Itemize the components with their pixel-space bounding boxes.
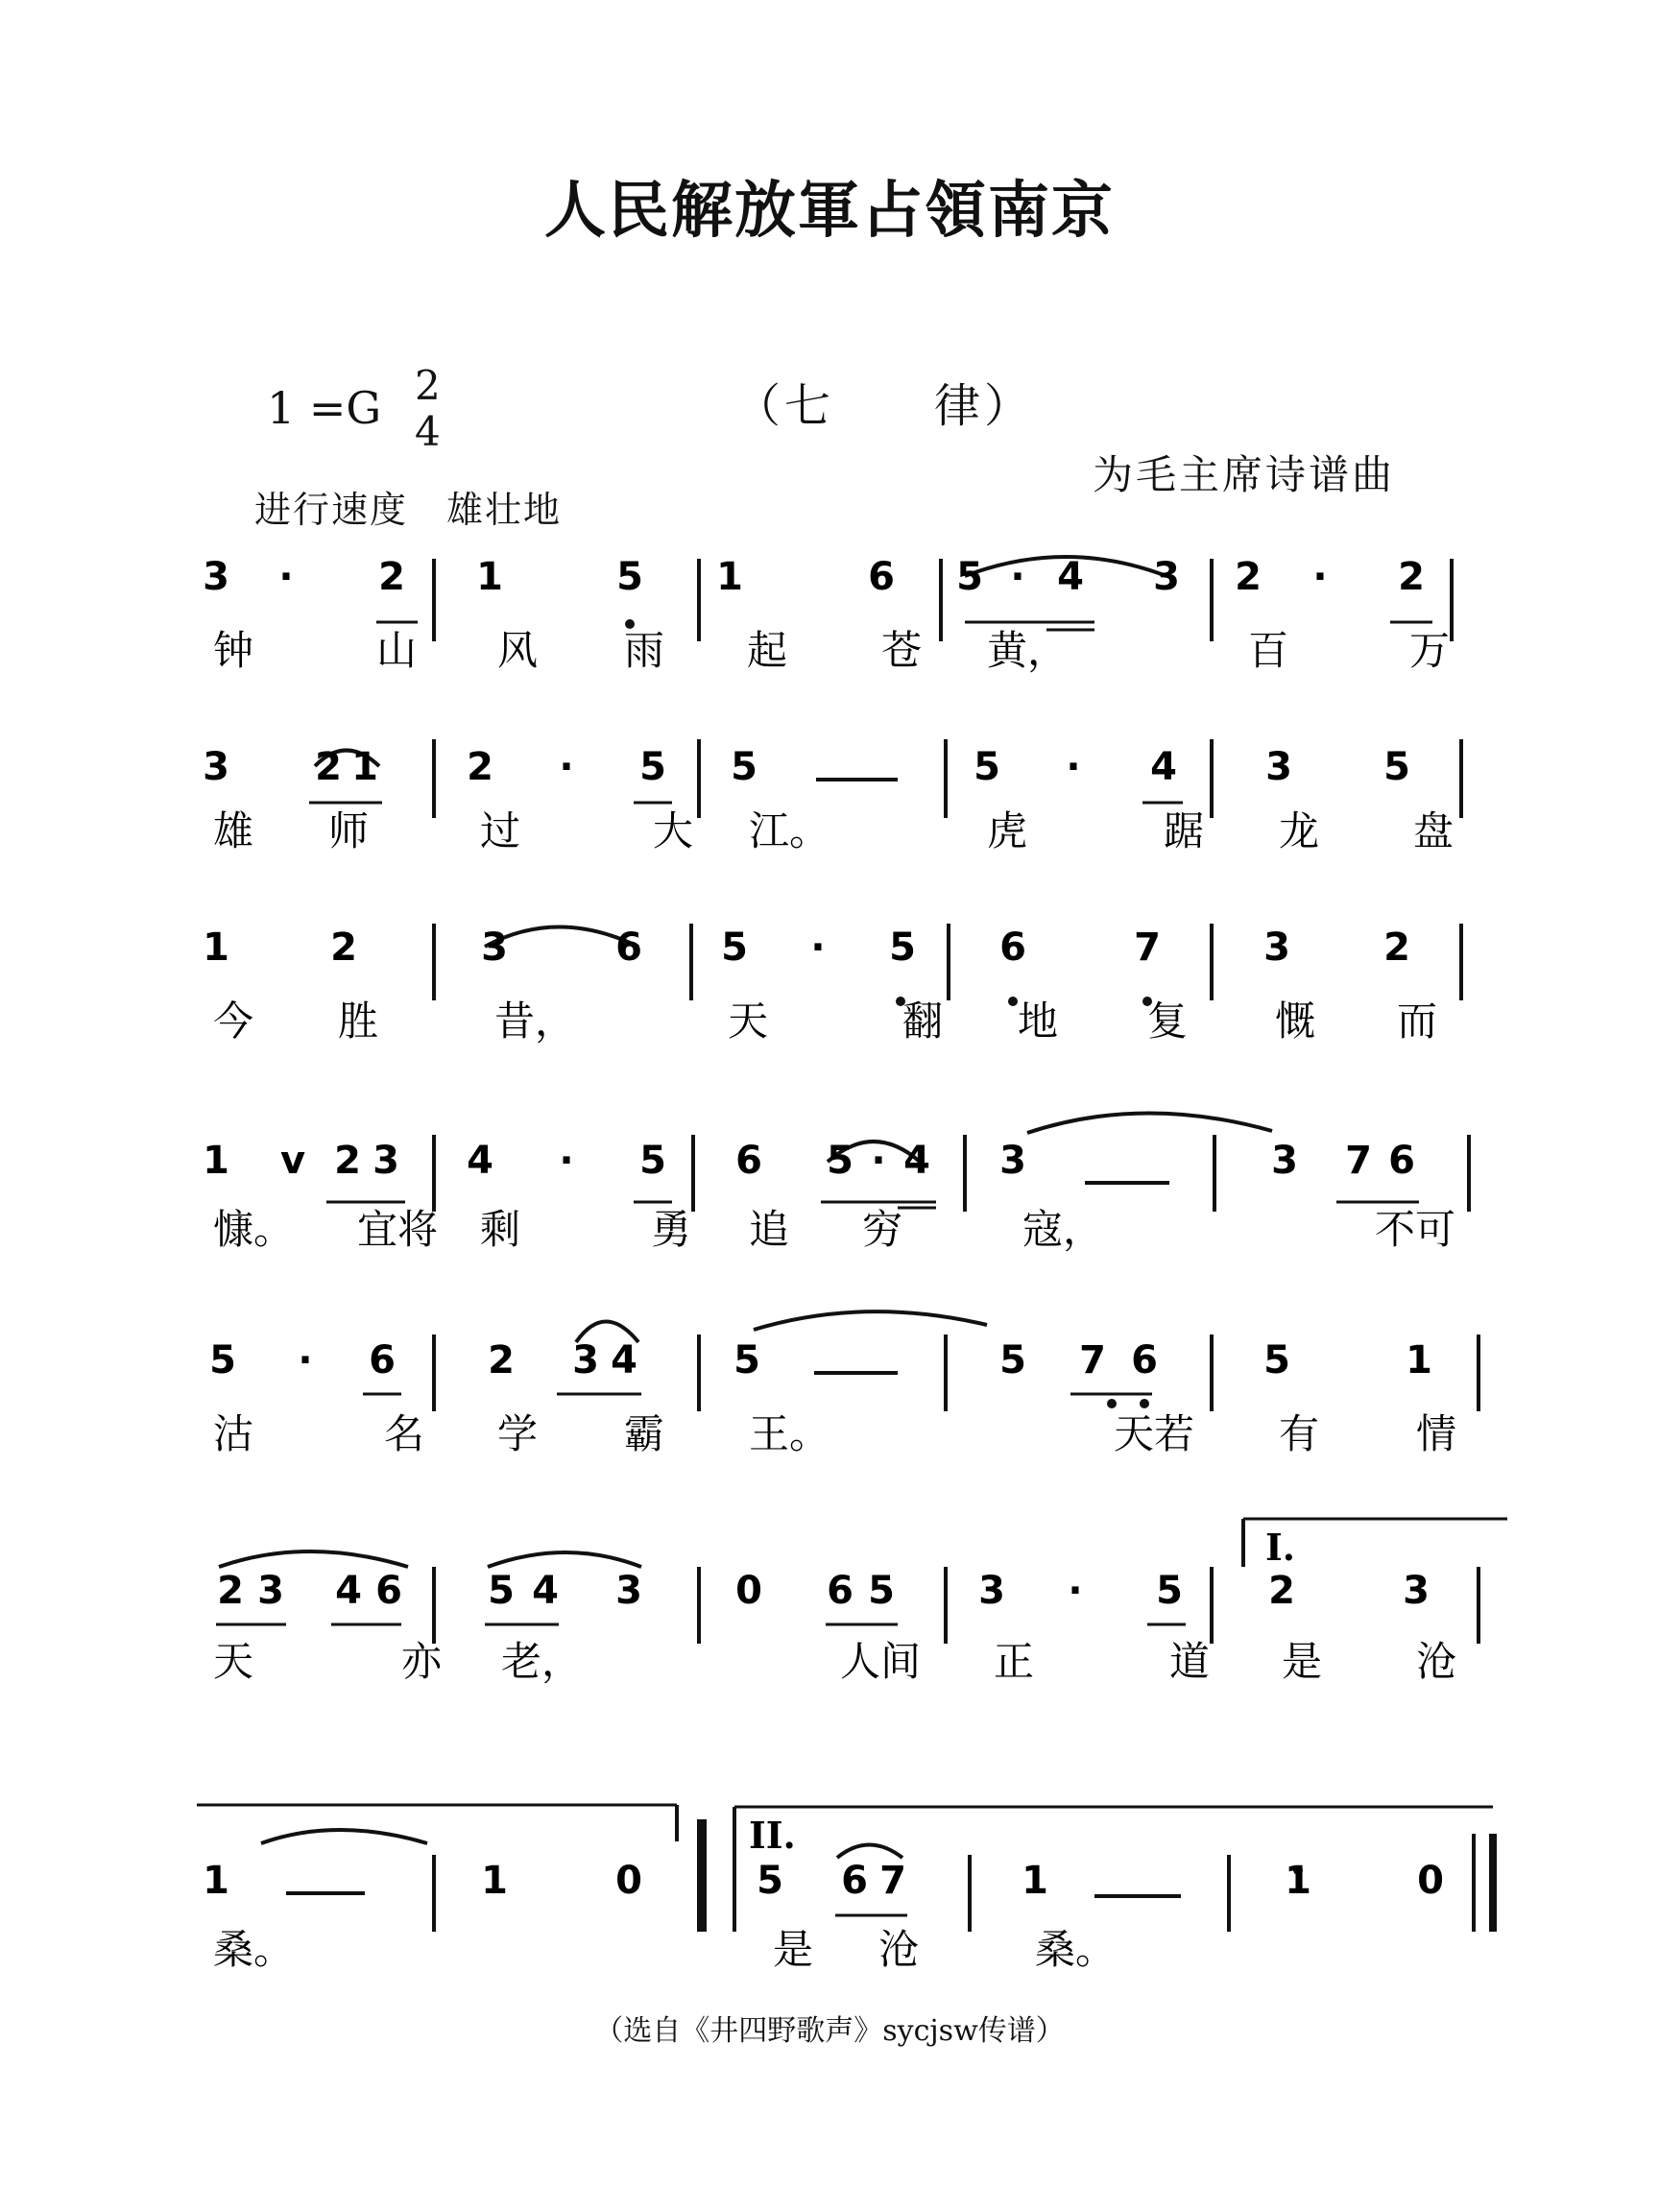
lyric-syllable: 王。 <box>749 1410 830 1457</box>
lyric-syllable: 学 <box>497 1410 539 1457</box>
hold-dash: —— <box>250 1859 326 1903</box>
note: 5 <box>209 1338 236 1382</box>
note: 3 <box>481 926 508 970</box>
lyric-syllable: 沧 <box>1416 1638 1457 1685</box>
note: 4 <box>611 1338 637 1382</box>
note: 7 <box>1079 1338 1106 1382</box>
note: 6 <box>375 1569 402 1613</box>
note: 3 <box>1263 926 1290 970</box>
lyric-syllable: 勇 <box>651 1206 692 1253</box>
lyric-syllable: 霸 <box>624 1410 665 1457</box>
note: 3 <box>999 1139 1026 1183</box>
note: 6 <box>827 1569 854 1613</box>
note: 1 <box>203 926 229 970</box>
lyric-syllable: 道 <box>1169 1638 1211 1685</box>
note: 5 <box>616 555 643 599</box>
lyric-syllable: 雨 <box>624 627 665 674</box>
hold-dash: —— <box>816 1338 893 1382</box>
subtitle: （七 律） <box>734 379 1035 433</box>
note: 6 <box>1131 1338 1158 1382</box>
duration-dot: · <box>810 926 826 970</box>
lyric-syllable: 苍 <box>881 627 923 674</box>
note: 2 <box>467 745 493 789</box>
duration-dot: · <box>278 555 294 599</box>
note: 2 <box>217 1569 244 1613</box>
note: 5 <box>731 745 757 789</box>
note: 1 <box>351 745 378 789</box>
breath-mark: v <box>279 1139 306 1183</box>
lyric-syllable: 老， <box>501 1638 583 1685</box>
note: 3 <box>203 555 229 599</box>
note: 7 <box>879 1859 906 1903</box>
lyric-syllable: 桑。 <box>1035 1926 1117 1973</box>
tempo-marking: 进行速度 雄壮地 <box>254 489 563 531</box>
lyric-syllable: 是 <box>1282 1638 1323 1685</box>
note: 3 <box>1153 555 1180 599</box>
lyric-syllable: 天 <box>213 1638 254 1685</box>
note: 5 <box>639 1139 666 1183</box>
note: 0 <box>1417 1859 1444 1903</box>
note: 1 <box>476 555 503 599</box>
note: 6 <box>868 555 895 599</box>
note: 5 <box>721 926 748 970</box>
duration-dot: · <box>298 1338 313 1382</box>
note: 6 <box>615 926 642 970</box>
lyric-syllable: 情 <box>1416 1410 1457 1457</box>
lyric-syllable: 翻 <box>902 998 944 1045</box>
volta-label: I. <box>1265 1526 1296 1569</box>
duration-dot: · <box>1312 555 1328 599</box>
note: 5 <box>956 555 983 599</box>
lyric-syllable: 起 <box>747 627 788 674</box>
note: 2 <box>1383 926 1410 970</box>
note: 1 <box>1022 1859 1048 1903</box>
lyric-syllable: 师 <box>328 807 370 854</box>
note: 5 <box>1156 1569 1183 1613</box>
duration-dot: · <box>559 1139 574 1183</box>
lyric-syllable: 追 <box>749 1206 790 1253</box>
note: 3 <box>1403 1569 1430 1613</box>
note: 3 <box>615 1569 642 1613</box>
lyric-syllable: 天 <box>728 998 769 1045</box>
lyric-syllable: 而 <box>1397 998 1438 1045</box>
lyric-syllable: 人间 <box>840 1638 922 1685</box>
note: 2 <box>488 1338 515 1382</box>
key-signature: 1 =G <box>267 382 382 434</box>
lyric-syllable: 剩 <box>480 1206 521 1253</box>
note: 3 <box>1265 745 1292 789</box>
lyric-syllable: 沽 <box>213 1410 254 1457</box>
note: 5 <box>827 1139 854 1183</box>
lyric-syllable: 黄， <box>987 627 1069 674</box>
note: 4 <box>467 1139 493 1183</box>
note: 5 <box>999 1338 1026 1382</box>
lyric-syllable: 正 <box>994 1638 1035 1685</box>
lyric-syllable: 山 <box>376 627 418 674</box>
score-title: 人民解放軍占領南京 <box>544 176 1115 247</box>
lyric-syllable: 风 <box>497 627 539 674</box>
note: 2 <box>378 555 405 599</box>
lyric-syllable: 胜 <box>338 998 379 1045</box>
lyric-syllable: 江。 <box>749 807 830 854</box>
note: 6 <box>841 1859 868 1903</box>
lyric-syllable: 名 <box>384 1410 425 1457</box>
lyric-syllable: 万 <box>1409 627 1451 674</box>
note: 3 <box>373 1139 399 1183</box>
lyric-syllable: 过 <box>480 807 521 854</box>
lyric-syllable: 慷。 <box>213 1206 295 1253</box>
lyric-syllable: 钟 <box>213 627 254 674</box>
hold-dash: —— <box>1090 1139 1166 1183</box>
lyric-syllable: 寇， <box>1022 1206 1104 1253</box>
note: 6 <box>999 926 1026 970</box>
time-signature-top: 2 <box>415 362 441 409</box>
note: 3 <box>1271 1139 1298 1183</box>
lyric-syllable: 是 <box>773 1926 814 1973</box>
note: 2 <box>315 745 342 789</box>
note: 1 <box>203 1859 229 1903</box>
note: 6 <box>369 1338 396 1382</box>
duration-dot: · <box>1068 1569 1083 1613</box>
lyric-syllable: 有 <box>1279 1410 1320 1457</box>
lyric-syllable: 虎 <box>987 807 1028 854</box>
lyric-syllable: 地 <box>1018 998 1059 1045</box>
hold-dash: —— <box>816 745 893 789</box>
time-signature-bottom: 4 <box>415 408 441 455</box>
lyric-syllable: 天若 <box>1114 1410 1195 1457</box>
lyric-syllable: 不可 <box>1375 1206 1456 1253</box>
volta-label: II. <box>749 1814 796 1857</box>
lyric-syllable: 穷 <box>862 1206 903 1253</box>
note: 3 <box>572 1338 599 1382</box>
note: 5 <box>488 1569 515 1613</box>
note: 1 <box>716 555 743 599</box>
note: 6 <box>735 1139 762 1183</box>
note: 2 <box>1398 555 1425 599</box>
duration-dot: · <box>871 1139 886 1183</box>
note: 4 <box>903 1139 930 1183</box>
lyric-syllable: 宜将 <box>357 1206 439 1253</box>
note: 3 <box>257 1569 284 1613</box>
note: 1 <box>1285 1859 1311 1903</box>
note: 0 <box>615 1859 642 1903</box>
note: 5 <box>757 1859 783 1903</box>
note: 1 <box>203 1139 229 1183</box>
note: 4 <box>532 1569 559 1613</box>
note: 1 <box>1406 1338 1432 1382</box>
note: 7 <box>1134 926 1161 970</box>
lyric-syllable: 昔， <box>494 998 576 1045</box>
note: 4 <box>335 1569 362 1613</box>
note: 5 <box>733 1338 760 1382</box>
note: 3 <box>203 745 229 789</box>
duration-dot: · <box>1010 555 1025 599</box>
note: 1 <box>481 1859 508 1903</box>
duration-dot: · <box>1066 745 1081 789</box>
note: 3 <box>978 1569 1005 1613</box>
note: 4 <box>1150 745 1177 789</box>
note: 5 <box>868 1569 895 1613</box>
lyric-syllable: 龙 <box>1279 807 1320 854</box>
note: 6 <box>1388 1139 1415 1183</box>
duration-dot: · <box>559 745 574 789</box>
lyric-syllable: 桑。 <box>213 1926 295 1973</box>
lyric-syllable: 复 <box>1147 998 1189 1045</box>
note: 2 <box>334 1139 361 1183</box>
note: 5 <box>639 745 666 789</box>
lyric-syllable: 百 <box>1248 627 1289 674</box>
note: 2 <box>1268 1569 1295 1613</box>
note: 7 <box>1345 1139 1372 1183</box>
lyric-syllable: 沧 <box>878 1926 920 1973</box>
note: 4 <box>1057 555 1084 599</box>
note: 5 <box>1383 745 1410 789</box>
attribution: 为毛主席诗谱曲 <box>1093 451 1396 498</box>
lyric-syllable: 雄 <box>213 807 254 854</box>
lyric-syllable: 亦 <box>401 1638 443 1685</box>
note: 2 <box>330 926 357 970</box>
lyric-syllable: 今 <box>213 998 254 1045</box>
lyric-syllable: 踞 <box>1164 807 1205 854</box>
note: 2 <box>1235 555 1262 599</box>
lyric-syllable: 大 <box>653 807 694 854</box>
hold-dash: —— <box>1099 1859 1176 1903</box>
source-note: （选自《井四野歌声》sycjsw传谱） <box>594 2014 1065 2048</box>
note: 5 <box>889 926 916 970</box>
lyric-syllable: 慨 <box>1275 998 1316 1045</box>
note: 0 <box>735 1569 762 1613</box>
note: 5 <box>1263 1338 1290 1382</box>
note: 5 <box>974 745 1000 789</box>
lyric-syllable: 盘 <box>1413 807 1455 854</box>
